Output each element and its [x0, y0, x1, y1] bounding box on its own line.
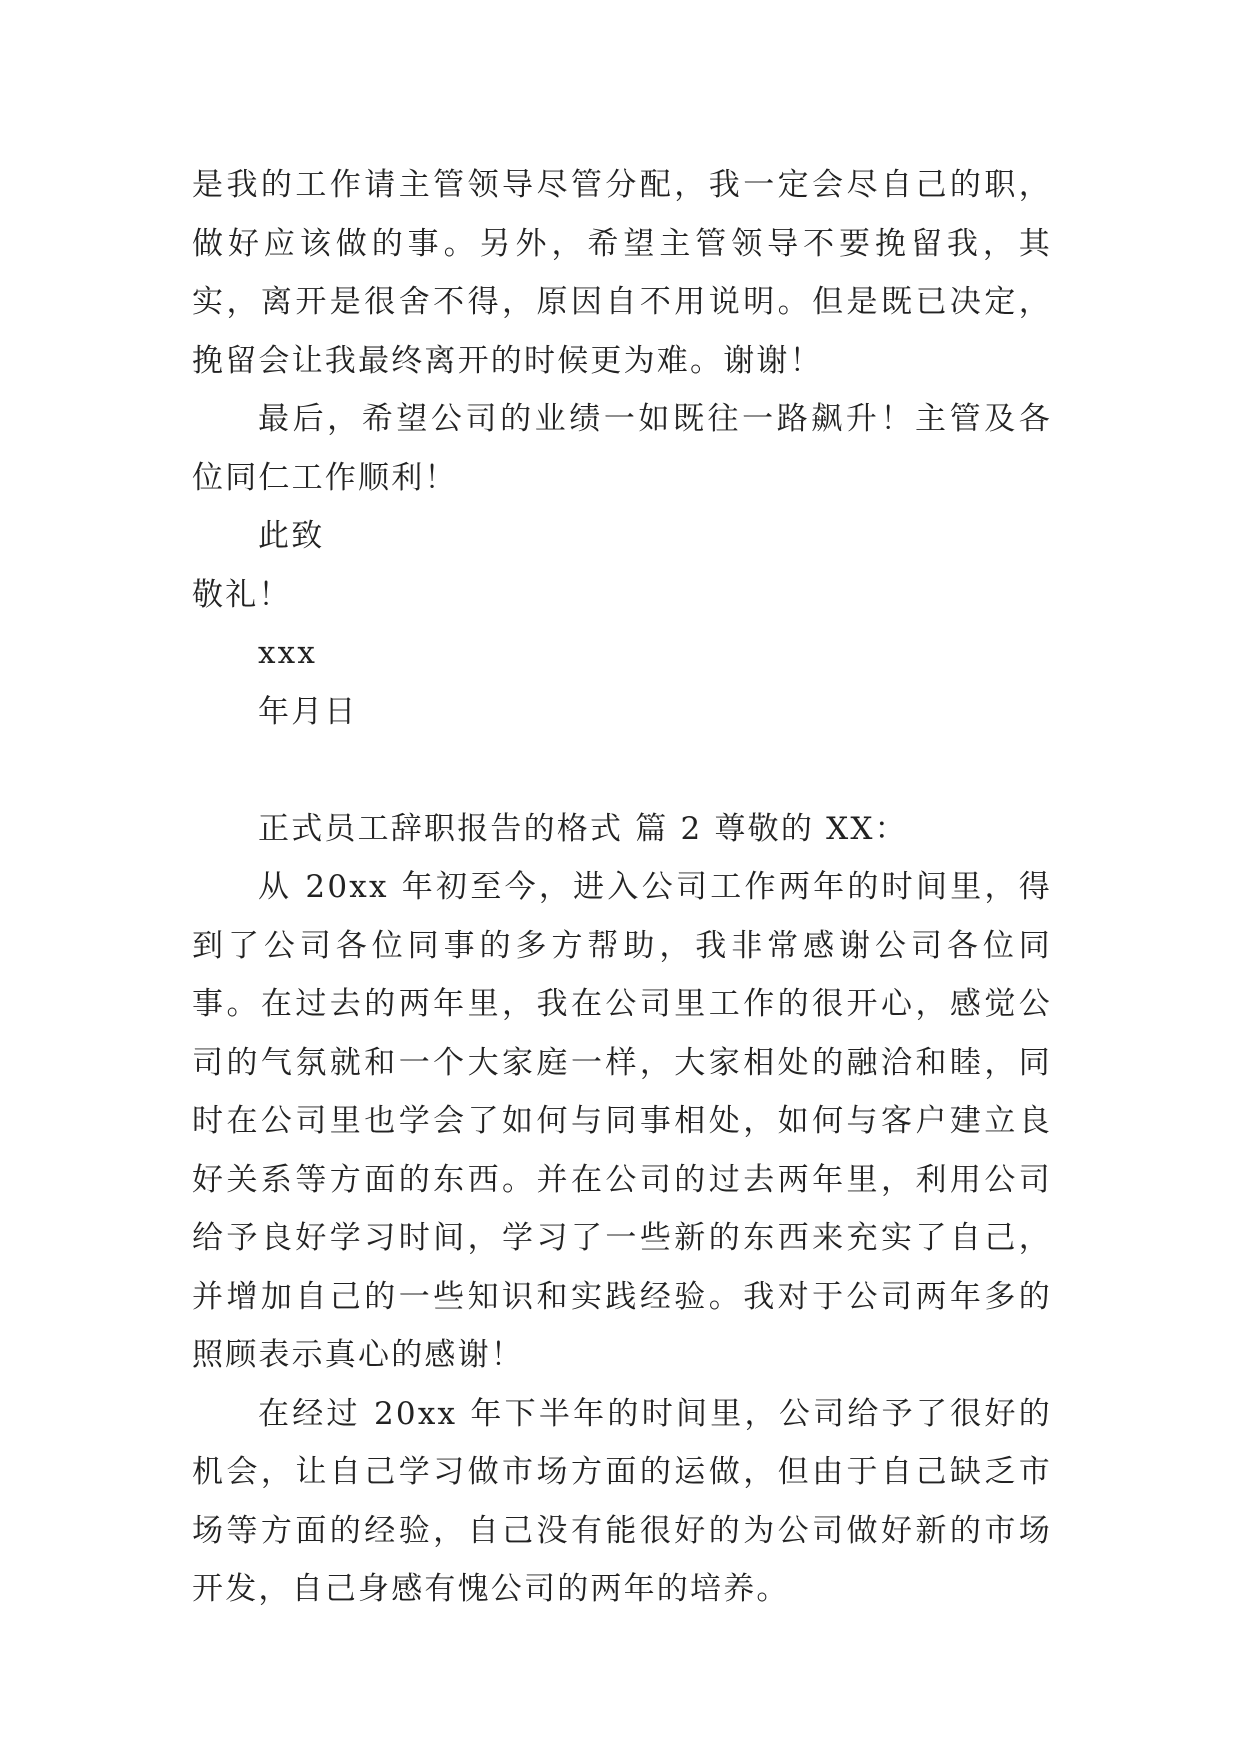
paragraph-continuation: 是我的工作请主管领导尽管分配，我一定会尽自己的职，做好应该做的事。另外，希望主管领导不要挽留我，其实，离开是很舍不得，原因自不用说明。但是既已决定，挽留会让我最终离开的时候更为难。谢谢！	[192, 167, 1052, 379]
signature-name: xxx	[258, 635, 318, 671]
paragraph-body-2: 在经过 20xx 年下半年的时间里，公司给予了很好的机会，让自己学习做市场方面的运做，但由于自己缺乏市场等方面的经验，自己没有能很好的为公司做好新的市场开发，自己身感有愧公司的两年的培养。	[192, 1395, 1052, 1607]
signature-date: 年月日	[258, 693, 358, 730]
paragraph-closing-wish: 最后，希望公司的业绩一如既往一路飙升！主管及各位同仁工作顺利！	[192, 401, 1052, 496]
salutation-ci-zhi: 此致	[258, 518, 325, 554]
section-gap	[192, 741, 1052, 800]
section-heading: 正式员工辞职报告的格式 篇 2 尊敬的 XX：	[258, 810, 908, 847]
paragraph-body-1: 从 20xx 年初至今，进入公司工作两年的时间里，得到了公司各位同事的多方帮助，我非常感谢公司各位同事。在过去的两年里，我在公司里工作的很开心，感觉公司的气氛就和一个大家庭一样，大家相处的融洽和睦，同时在公司里也学会了如何与同事相处，如何与客户建立良好关系等方面的东西。并在公司的过去两年里，利用公司给予良好学习时间，学习了一些新的东西来充实了自己，并增加自己的一些知识和实践经验。我对于公司两年多的照顾表示真心的感谢！	[192, 869, 1052, 1373]
salutation-jing-li: 敬礼！	[192, 576, 292, 613]
document-body	[192, 156, 1052, 1619]
